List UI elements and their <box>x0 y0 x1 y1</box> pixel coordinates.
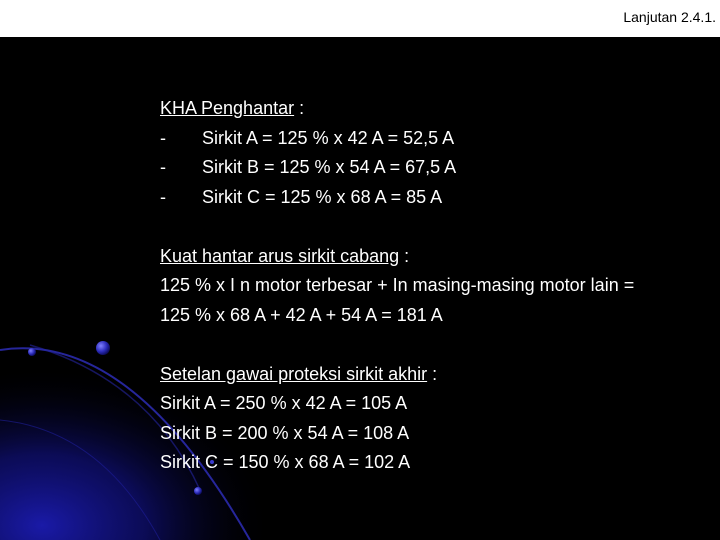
list-item <box>160 124 710 154</box>
kuat-hantar-section <box>160 242 710 331</box>
list-item <box>160 153 710 183</box>
kuat-hantar-title-line <box>160 242 710 272</box>
bullet-dash: - <box>160 157 166 177</box>
kha-section <box>160 94 710 212</box>
list-item <box>160 183 710 213</box>
section-label: Lanjutan 2.4.1. <box>623 9 716 25</box>
kuat-hantar-title: Kuat hantar arus sirkit cabang <box>160 245 400 266</box>
slide-content <box>160 94 710 478</box>
setelan-title-suffix: : <box>427 363 438 384</box>
setelan-line-b: Sirkit B = 200 % x 54 A = 108 A <box>160 422 410 443</box>
setelan-line-a: Sirkit A = 250 % x 42 A = 105 A <box>160 393 408 413</box>
kha-title-line <box>160 94 710 124</box>
setelan-line-c: Sirkit C = 150 % x 68 A = 102 A <box>160 452 411 472</box>
kha-item-b: Sirkit B = 125 % x 54 A = 67,5 A <box>202 157 457 177</box>
dot-small-left <box>28 348 36 356</box>
setelan-title-line <box>160 360 710 390</box>
kha-item-c: Sirkit C = 125 % x 68 A = 85 A <box>202 186 443 207</box>
setelan-title: Setelan gawai proteksi sirkit akhir <box>160 363 428 384</box>
dot-large <box>96 341 110 355</box>
bullet-dash: - <box>160 127 166 148</box>
setelan-section <box>160 360 710 478</box>
kha-item-a: Sirkit A = 125 % x 42 A = 52,5 A <box>202 127 455 148</box>
kuat-hantar-line-1: 125 % x I n motor terbesar + In masing-masing motor lain = <box>160 275 635 295</box>
bullet-dash: - <box>160 186 166 207</box>
kuat-hantar-title-suffix: : <box>399 245 410 266</box>
kha-title-suffix: : <box>294 98 305 118</box>
header-bar <box>0 0 720 37</box>
kuat-hantar-line-2: 125 % x 68 A + 42 A + 54 A = 181 A <box>160 304 443 325</box>
kha-title: KHA Penghantar <box>160 98 295 118</box>
dot-small-right <box>194 487 202 495</box>
